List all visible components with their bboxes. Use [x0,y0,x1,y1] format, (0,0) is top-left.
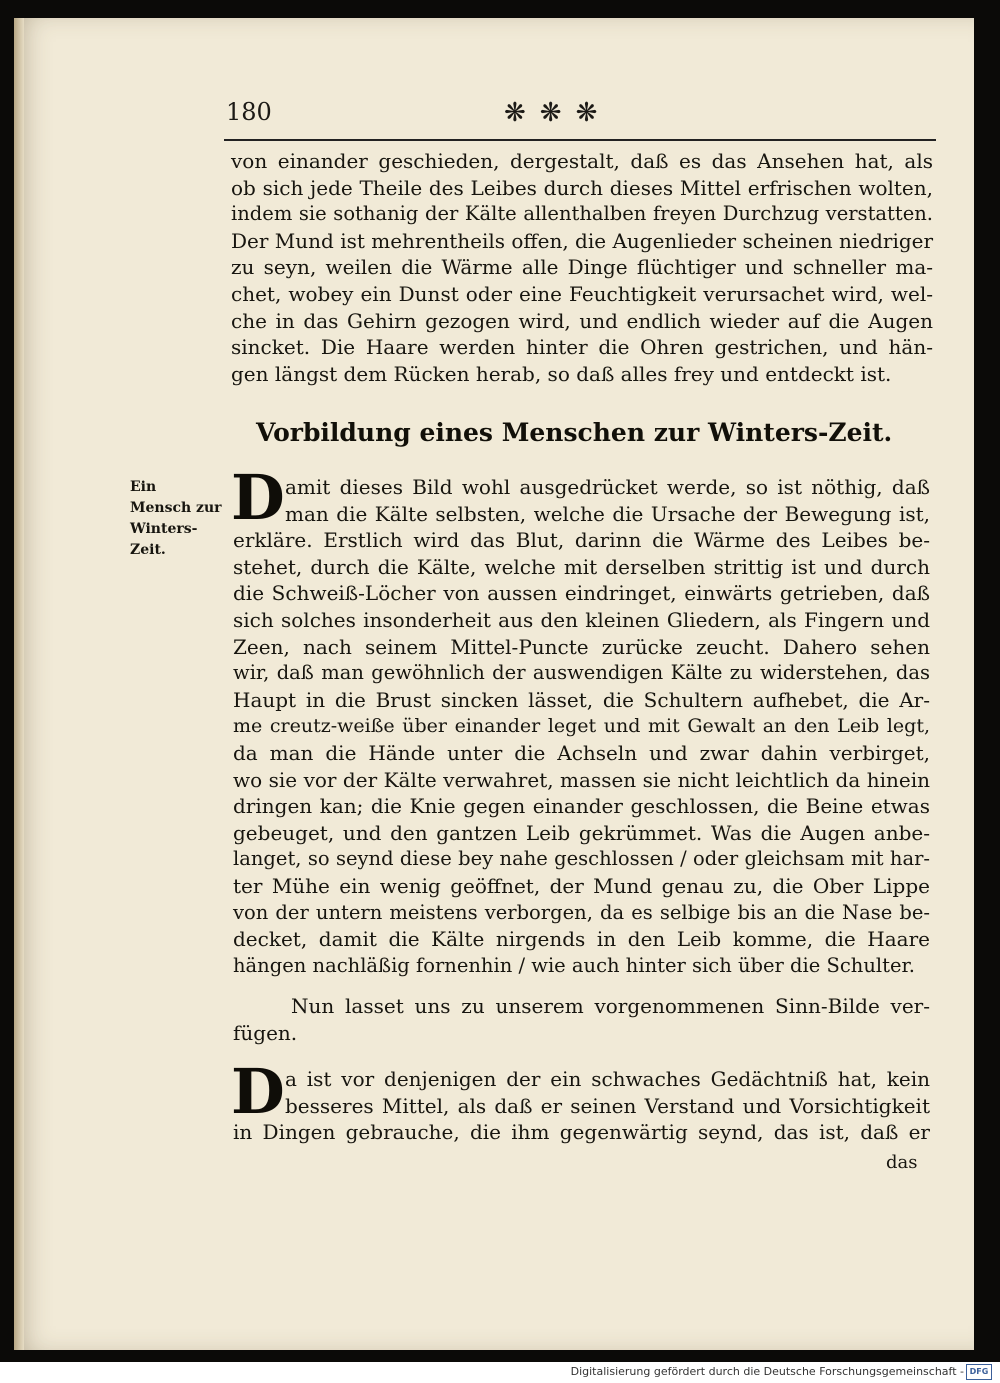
marginal-line: Winters- [130,521,198,537]
paragraph-2 [233,474,930,979]
marginal-line: Mensch zur [130,500,222,516]
text-line: a ist vor denjenigen der ein schwaches Gedächtniß hat, kein [285,1067,930,1091]
text-line: langet, so seynd diese bey nahe geschlossen / oder gleichsam mit har- [233,847,930,871]
text-line: gebeuget, und den gantzen Leib gekrümmet. Was die Augen anbe- [233,820,930,845]
text-line: in Dingen gebrauche, die ihm gegenwärtig seynd, das ist, daß er [233,1120,930,1145]
text-line: indem sie sothanig der Kälte allenthalben freyen Durchzug verstatten. [231,202,933,226]
text-line: fügen. [233,1020,298,1045]
text-line: hängen nachläßig fornenhin / wie auch hinter sich über die Schulter. [233,953,915,977]
text-line: che in das Gehirn gezogen wird, und endlich wieder auf die Augen [231,308,933,333]
text-line: me creutz-weiße über einander leget und mit Gewalt an den Leib legt, [233,715,930,738]
text-line: decket, damit die Kälte nirgends in den Leib komme, die Haare [233,927,930,952]
text-line: Haupt in die Brust sincken lässet, die Schultern aufhebet, die Ar- [233,687,930,712]
text-line: wir, daß man gewöhnlich der auswendigen Kälte zu widerstehen, das [233,661,930,685]
header-rule [224,139,936,141]
catchword: das [886,1152,918,1173]
text-line: sincket. Die Haare werden hinter die Ohren gestrichen, und hän- [231,335,933,360]
text-line: von der untern meistens verborgen, da es selbige bis an die Nase be- [233,900,930,924]
text-line: zu seyn, weilen die Wärme alle Dinge flüchtiger und schneller ma- [231,255,933,280]
text-line: dringen kan; die Knie gegen einander geschlossen, die Beine etwas [233,794,930,819]
text-line: gen längst dem Rücken herab, so daß alles frey und entdeckt ist. [231,361,892,386]
text-line: die Schweiß-Löcher von aussen eindringet, einwärts getrieben, daß [233,581,930,606]
text-line: von einander geschieden, dergestalt, daß es das Ansehen hat, als [231,149,933,173]
marginal-note [130,477,226,561]
text-line: ter Mühe ein wenig geöffnet, der Mund genau zu, die Ober Lippe [233,873,930,898]
dfg-logo[interactable]: DFG [966,1364,992,1380]
text-line: wo sie vor der Kälte verwahret, massen sie nicht leichtlich da hinein [233,767,930,792]
marginal-line: Ein [130,479,157,495]
text-line: chet, wobey ein Dunst oder eine Feuchtigkeit verursachet wird, wel- [231,281,933,306]
section-heading: Vorbildung eines Menschen zur Winters-Zeit. [256,418,893,447]
text-line: sich solches insonderheit aus den kleinen Gliedern, als Fingern und [233,607,930,632]
marginal-line: Zeit. [130,542,166,558]
page-number: 180 [226,98,272,126]
text-line: Zeen, nach seinem Mittel-Puncte zurücke zeucht. Dahero sehen [233,634,930,659]
drop-capital: D [231,461,285,534]
drop-capital: D [231,1055,285,1128]
paragraph-3 [233,993,930,1046]
text-line: ob sich jede Theile des Leibes durch dieses Mittel erfrischen wolten, [231,175,933,200]
paragraph-1 [231,148,933,387]
text-line: Der Mund ist mehrentheils offen, die Augenlieder scheinen niedriger [231,228,934,253]
text-line: stehet, durch die Kälte, welche mit derselben strittig ist und durch [233,554,930,579]
funding-credit: Digitalisierung gefördert durch die Deutsche Forschungsgemeinschaft - [570,1365,964,1378]
text-line: besseres Mittel, als daß er seinen Verstand und Vorsichtigkeit [285,1093,930,1118]
header-ornament: ❋❋❋ [504,98,612,128]
paragraph-4 [233,1066,930,1146]
text-line: erkläre. Erstlich wird das Blut, darinn die Wärme des Leibes be- [233,528,930,553]
text-line: Nun lasset uns zu unserem vorgenommenen Sinn-Bilde ver- [291,994,930,1018]
text-line: man die Kälte selbsten, welche die Ursache der Bewegung ist, [285,501,930,526]
text-line: da man die Hände unter die Achseln und zwar dahin verbirget, [233,740,930,765]
page-binding-edge [14,18,24,1350]
text-line: amit dieses Bild wohl ausgedrücket werde, so ist nöthig, daß [285,475,930,499]
